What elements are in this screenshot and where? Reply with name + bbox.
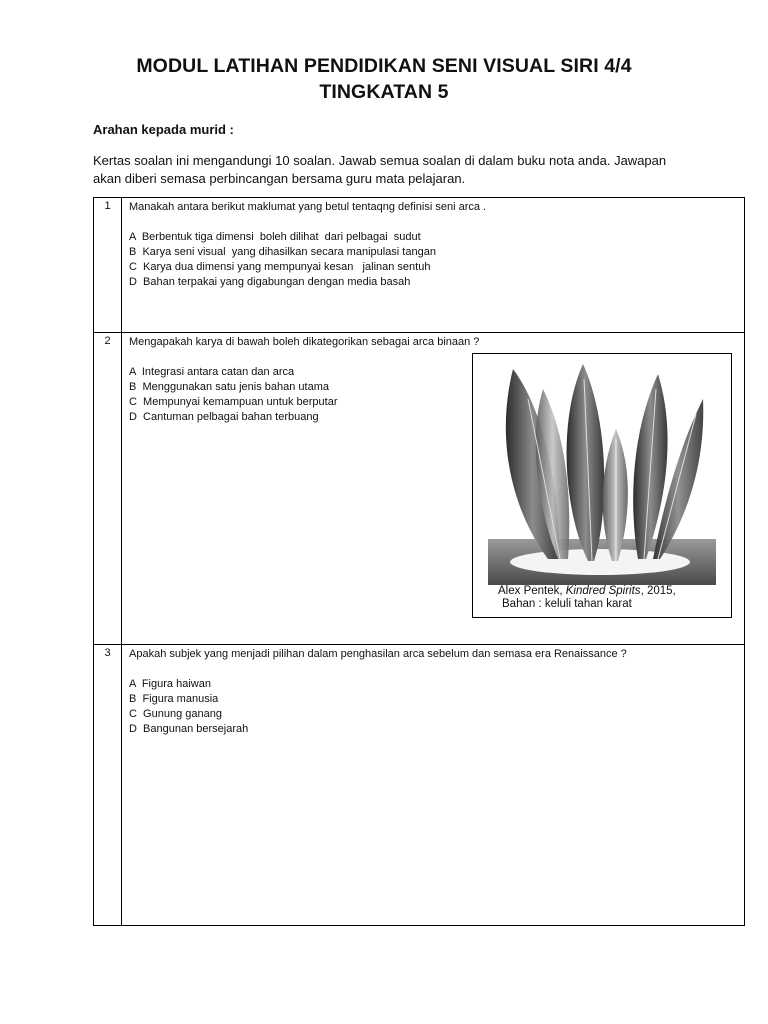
question-row [94, 645, 745, 926]
feather-sculpture-image [488, 359, 716, 587]
question-number: 2 [94, 333, 122, 645]
instructions-heading: Arahan kepada murid : [93, 122, 234, 137]
caption-work-title: Kindred Spirits [565, 585, 641, 597]
question-row [94, 333, 745, 645]
question-body [122, 333, 745, 645]
option-c: C Mempunyai kemampuan untuk berputar [129, 396, 338, 408]
document-subtitle: TINGKATAN 5 [319, 81, 449, 103]
caption-material: Bahan : keluli tahan karat [502, 598, 632, 610]
option-a: A Integrasi antara catan dan arca [129, 366, 295, 378]
figure-caption [498, 585, 676, 611]
option-c: C Karya dua dimensi yang mempunyai kesan jalinan sentuh [129, 261, 431, 273]
question-row [94, 198, 745, 333]
document-title: MODUL LATIHAN PENDIDIKAN SENI VISUAL SIRI 4/4 [136, 55, 632, 77]
instructions-text: Kertas soalan ini mengandungi 10 soalan. Jawab semua soalan di dalam buku nota anda. Jawapan akan diberi semasa perbincangan bersama guru mata pelajaran. [93, 153, 667, 186]
question-body [122, 645, 745, 926]
caption-year: , 2015, [640, 585, 676, 597]
questions-table [93, 197, 745, 926]
option-d: D Bangunan bersejarah [129, 723, 249, 735]
option-a: A Berbentuk tiga dimensi boleh dilihat dari pelbagai sudut [129, 231, 421, 243]
option-b: B Figura manusia [129, 693, 219, 705]
option-a: A Figura haiwan [129, 678, 211, 690]
question-body [122, 198, 745, 333]
option-d: D Bahan terpakai yang digabungan dengan media basah [129, 276, 411, 288]
options-list [129, 677, 744, 737]
option-d: D Cantuman pelbagai bahan terbuang [129, 411, 319, 423]
caption-line-1 [498, 585, 676, 598]
option-b: B Karya seni visual yang dihasilkan secara manipulasi tangan [129, 246, 436, 258]
question-text: Mengapakah karya di bawah boleh dikategorikan sebagai arca binaan ? [129, 336, 480, 348]
caption-artist: Alex Pentek, [498, 585, 566, 597]
option-c: C Gunung ganang [129, 708, 222, 720]
question-number: 1 [94, 198, 122, 333]
question-text: Manakah antara berikut maklumat yang betul tentaqng definisi seni arca . [129, 201, 487, 213]
question-text: Apakah subjek yang menjadi pilihan dalam penghasilan arca sebelum dan semasa era Renaissance ? [129, 648, 627, 660]
question-number: 3 [94, 645, 122, 926]
option-b: B Menggunakan satu jenis bahan utama [129, 381, 329, 393]
sculpture-figure [472, 353, 732, 618]
options-list [129, 230, 744, 290]
